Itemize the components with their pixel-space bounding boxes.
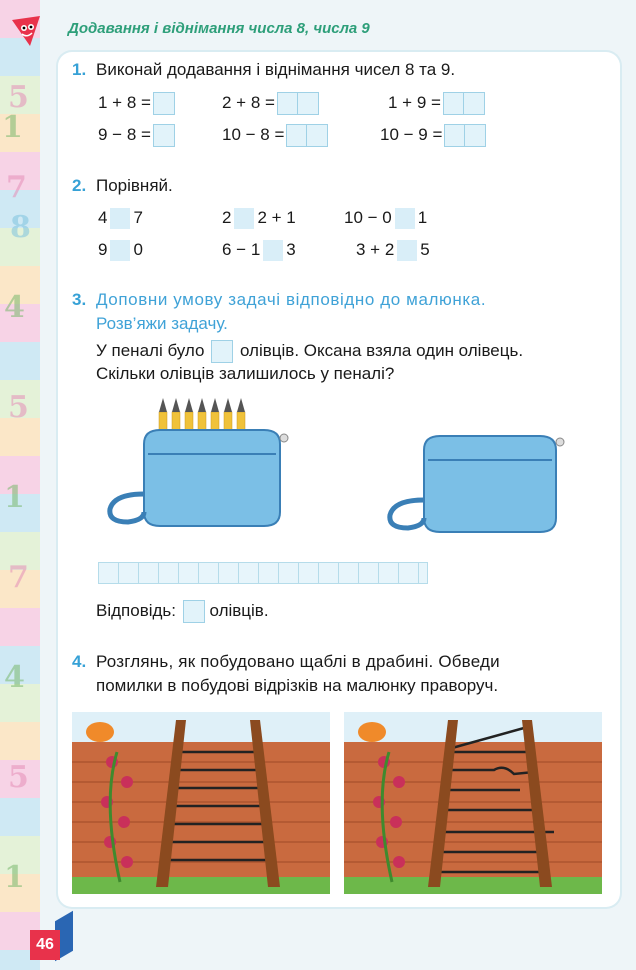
task4-instruction: Розглянь, як побудовано щаблі в драбині. Обведи — [96, 652, 500, 671]
task1-instruction: Виконай додавання і віднімання чисел 8 та 9. — [96, 60, 456, 79]
strip-digit-icon: 8 — [10, 210, 31, 245]
comparison-right: 5 — [420, 240, 430, 259]
comparison-left: 4 — [98, 208, 108, 227]
strip-digit-icon: 5 — [8, 760, 29, 795]
strip-digit-icon: 7 — [8, 560, 29, 595]
answer-box[interactable] — [211, 340, 233, 363]
task3-instruction: Розв’яжи задачу. — [96, 314, 228, 333]
strip-digit-icon: 1 — [2, 110, 23, 145]
task-number: 2. — [72, 176, 87, 195]
comparison — [344, 208, 427, 229]
equation — [98, 92, 175, 115]
compare-box[interactable] — [397, 240, 417, 261]
task3-instruction: Доповни умову задачі відповідно до малюнка. — [96, 290, 487, 309]
answer-box[interactable] — [153, 92, 175, 115]
decorative-number-strip — [0, 0, 40, 970]
triangle-mascot-icon — [8, 12, 44, 48]
comparison-left: 9 — [98, 240, 108, 259]
compare-box[interactable] — [263, 240, 283, 261]
problem-text-part: олівців. Оксана взяла один олівець. — [239, 340, 524, 360]
answer-box[interactable] — [277, 92, 319, 115]
compare-box[interactable] — [395, 208, 415, 229]
strip-digit-icon: 4 — [4, 290, 25, 325]
comparison-right: 0 — [133, 240, 143, 259]
problem-question: Скільки олівців залишилось у пеналі? — [96, 364, 395, 383]
answer-box[interactable] — [153, 124, 175, 147]
task4-instruction: помилки в побудові відрізків на малюнку праворуч. — [96, 676, 499, 695]
comparison-right: 2 + 1 — [257, 208, 296, 227]
answer-unit: олівців. — [209, 600, 269, 620]
solution-input-row[interactable] — [98, 562, 428, 584]
equation-text: 2 + 8 = — [222, 92, 275, 112]
strip-digit-icon: 1 — [4, 860, 25, 895]
comparison-left: 3 + 2 — [356, 240, 395, 259]
answer-box[interactable] — [444, 124, 486, 147]
compare-box[interactable] — [234, 208, 254, 229]
equation-text: 10 − 9 = — [380, 124, 443, 144]
answer-box[interactable] — [443, 92, 485, 115]
strip-digit-icon: 7 — [6, 170, 27, 205]
equation-text: 1 + 9 = — [388, 92, 441, 112]
comparison-left: 6 − 1 — [222, 240, 261, 259]
compare-box[interactable] — [110, 240, 130, 261]
comparison-right: 7 — [133, 208, 143, 227]
strip-digit-icon: 4 — [4, 660, 25, 695]
comparison — [222, 240, 296, 261]
equation — [388, 92, 485, 115]
problem-text — [96, 340, 523, 363]
comparison-left: 10 − 0 — [344, 208, 392, 227]
comparison-right: 1 — [417, 208, 428, 227]
strip-digit-icon: 5 — [8, 80, 29, 115]
equation — [222, 92, 319, 115]
comparison — [98, 240, 143, 261]
comparison — [222, 208, 296, 229]
ladder-correct-picture — [72, 712, 330, 894]
task-number: 3. — [72, 290, 87, 309]
equation — [98, 124, 175, 147]
page-number: 46 — [30, 930, 60, 960]
task-number: 4. — [72, 652, 87, 671]
equation-text: 10 − 8 = — [222, 124, 285, 144]
answer-line — [96, 600, 269, 623]
answer-box[interactable] — [286, 124, 328, 147]
equation-text: 9 − 8 = — [98, 124, 151, 144]
page-title: Додавання і віднімання числа 8, числа 9 — [68, 20, 370, 37]
strip-digit-icon: 1 — [4, 480, 25, 515]
comparison — [98, 208, 143, 229]
task-number: 1. — [72, 60, 87, 79]
equation — [222, 124, 328, 147]
empty-pencil-case-icon — [380, 420, 580, 540]
compare-box[interactable] — [110, 208, 130, 229]
comparison-left: 2 — [222, 208, 232, 227]
equation — [380, 124, 486, 147]
problem-text-part: У пеналі було — [96, 340, 205, 360]
answer-box[interactable] — [183, 600, 205, 623]
task2-instruction: Порівняй. — [96, 176, 173, 195]
answer-label: Відповідь: — [96, 600, 177, 620]
pencil-case-with-pencils-icon — [104, 394, 304, 534]
comparison — [356, 240, 430, 261]
comparison-right: 3 — [286, 240, 296, 259]
ladder-with-mistakes-picture — [344, 712, 602, 894]
strip-digit-icon: 5 — [8, 390, 29, 425]
equation-text: 1 + 8 = — [98, 92, 151, 112]
